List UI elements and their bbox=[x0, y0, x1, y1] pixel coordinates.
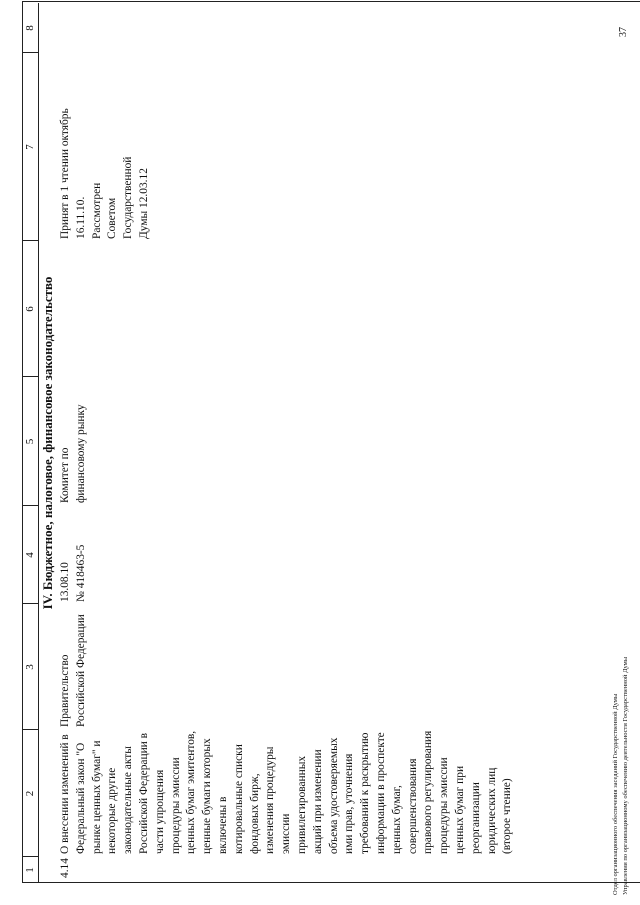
section-title: IV. Бюджетное, налоговое, финансовое законодательство bbox=[40, 276, 55, 610]
bill-status: Принят в 1 чтении октябрь 16.11.10. Рассмотрен Советом Государственной Думы 12.03.12 bbox=[59, 108, 150, 239]
bill-title: О внесении изменений в Федеральный закон "О рынке ценных бумаг" и некоторые другие законодательные акты Российской Федерации в части упрощения процедуры эмиссии ценных бумаг эмитентов, ценные бумаги которых включены в котировальные списки фондовых бирж, изменения процедуры эмиссии привилегированных акций при изменении объема удостоверяемых ими прав, уточнения требований к раскрытию информации в проспекте ценных бумаг, совершенствования правового регулирования процедуры эмиссии ценных бумаг при реорганизации юридических лиц (второе чтение) bbox=[59, 730, 514, 854]
row-number: 4.14 bbox=[59, 858, 71, 878]
column-number-7: 7 bbox=[24, 144, 36, 150]
column-number-6: 6 bbox=[24, 306, 36, 312]
column-number-4: 4 bbox=[24, 552, 36, 558]
footer-line-2: Управления по организационному обеспечению деятельности Государственной Думы bbox=[622, 656, 629, 895]
bill-date: 13.08.10 bbox=[59, 562, 71, 602]
footer-line-1: Отдел организационного обеспечения заседаний Государственной Думы bbox=[612, 693, 619, 895]
column-number-5: 5 bbox=[24, 438, 36, 445]
bill-committee: Комитет по финансовому рынку bbox=[59, 404, 87, 503]
bill-number: № 418463-5 bbox=[75, 544, 87, 602]
column-number-1: 1 bbox=[24, 867, 36, 873]
footer bbox=[0, 657, 631, 905]
column-number-2: 2 bbox=[24, 790, 36, 797]
page-number: 37 bbox=[618, 27, 629, 37]
bill-initiator: Правительство Российской Федерации bbox=[59, 614, 87, 727]
column-number-3: 3 bbox=[24, 664, 36, 670]
column-number-8: 8 bbox=[24, 25, 36, 31]
